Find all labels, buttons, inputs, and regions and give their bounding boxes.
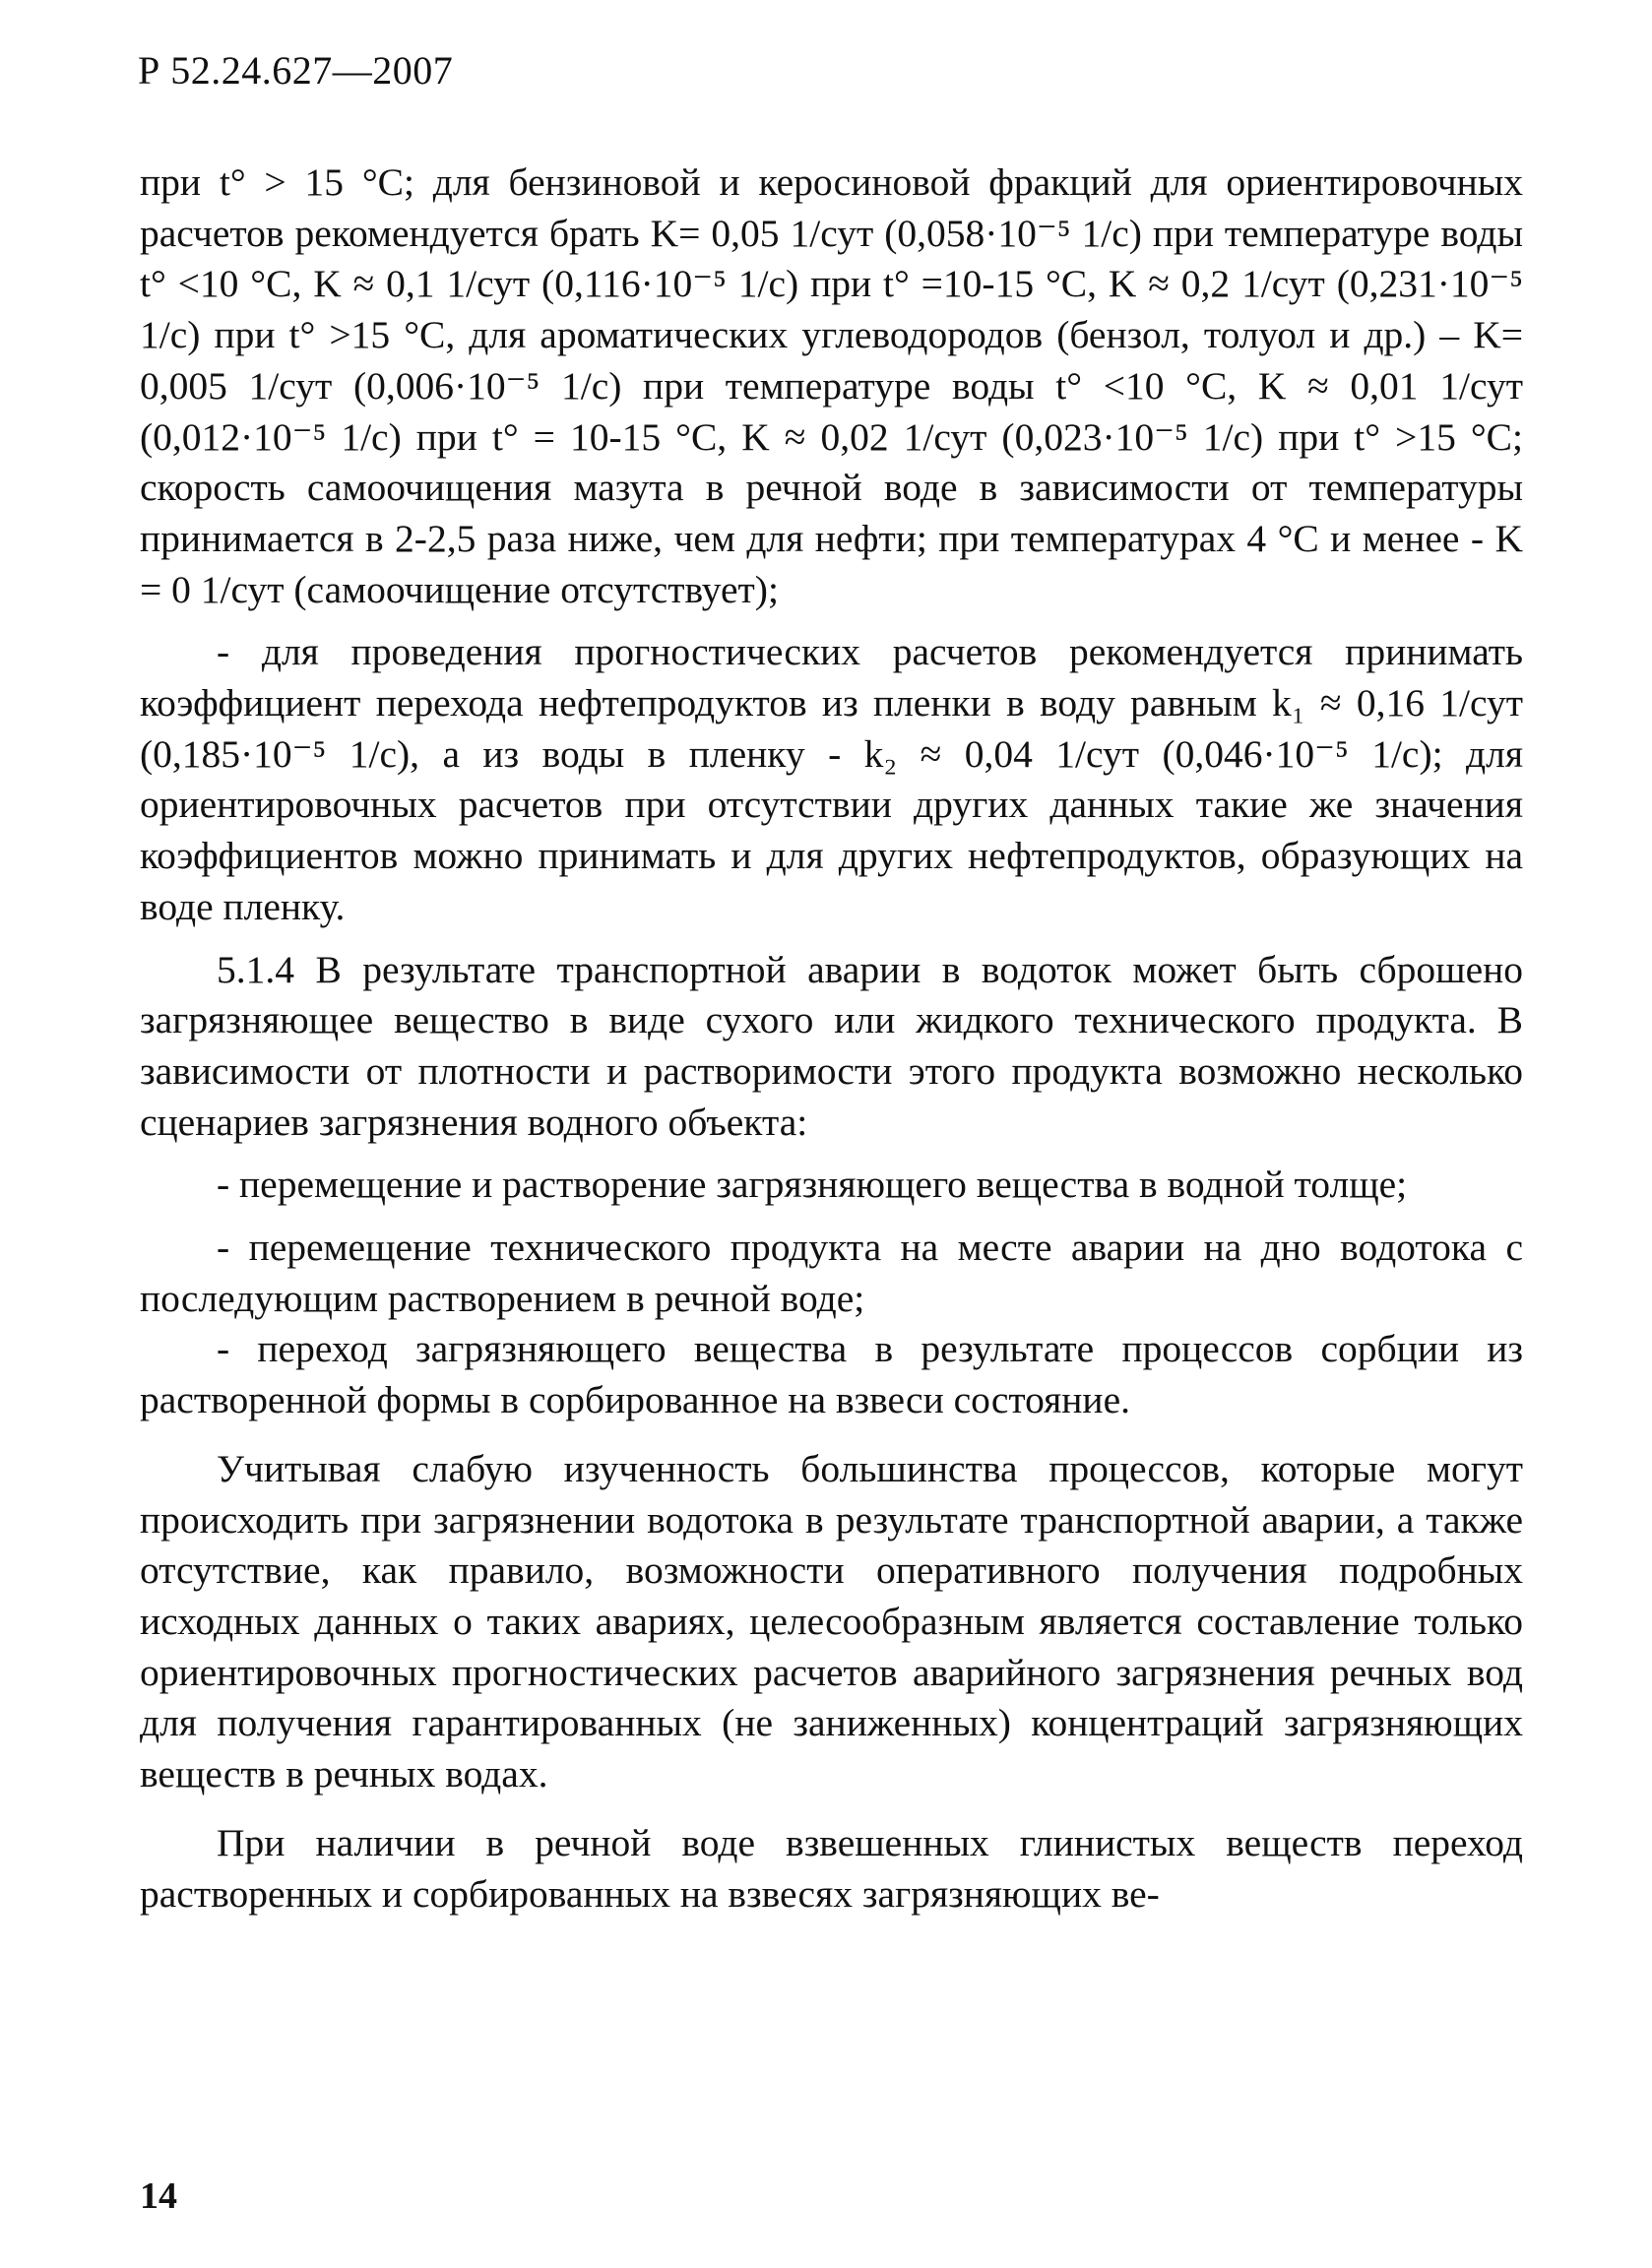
paragraph-self-purification-rates: при t° > 15 °С; для бензиновой и керосиновой фракций для ориентировочных расчетов рекомендуется брать K= 0,05 1/сут (0,058·10⁻⁵ 1/с) при температуре воды t° <10 °С, K ≈ 0,1 1/сут (0,116·10⁻⁵ 1/с) при t° =10-15 °С, K ≈ 0,2 1/сут (0,231·10⁻⁵ 1/с) при t° >15 °С, для ароматических углеводородов (бензол, толуол и др.) – K= 0,005 1/сут (0,006·10⁻⁵ 1/с) при температуре воды t° <10 °С, K ≈ 0,01 1/сут (0,012·10⁻⁵ 1/с) при t° = 10-15 °С, K ≈ 0,02 1/сут (0,023·10⁻⁵ 1/с) при t° >15 °С; скорость самоочищения мазута в речной воде в зависимости от температуры принимается в 2-2,5 раза ниже, чем для нефти; при температурах 4 °С и менее - K = 0 1/сут (самоочищение отсутствует); [140, 160, 1523, 611]
document-code-header: Р 52.24.627—2007 [138, 48, 454, 93]
main-text-block [140, 158, 1523, 1920]
paragraph-forecast-calculations: Учитывая слабую изученность большинства процессов, которые могут происходить при загрязнении водотока в результате транспортной аварии, а также отсутствие, как правило, возможности оперативного получения подробных исходных данных о таких авариях, целесообразным является составление только ориентировочных прогностических расчетов аварийного загрязнения речных вод для получения гарантированных (не заниженных) концентраций загрязняющих веществ в речных водах. [140, 1446, 1523, 1796]
list-item-dissolution: - перемещение и растворение загрязняющего вещества в водной толще; [217, 1163, 1408, 1207]
list-item-bottom-transfer: - перемещение технического продукта на месте аварии на дно водотока с последующим растворением в речной воде; [140, 1226, 1523, 1320]
paragraph-clay-suspension: При наличии в речной воде взвешенных глинистых веществ переход растворенных и сорбированных на взвесях загрязняющих ве- [140, 1820, 1523, 1916]
list-item-sorption: - переход загрязняющего вещества в результате процессов сорбции из растворенной формы в сорбированное на взвеси состояние. [140, 1327, 1523, 1422]
paragraph-section-5-1-4: 5.1.4 В результате транспортной аварии в водоток может быть сброшено загрязняющее вещество в виде сухого или жидкого технического продукта. В зависимости от плотности и растворимости этого продукта возможно несколько сценариев загрязнения водного объекта: [140, 947, 1523, 1144]
paragraph-film-transfer-coefficients: - для проведения прогностических расчетов рекомендуется принимать коэффициент перехода нефтепродуктов из пленки в воду равным k₁ ≈ 0,16 1/сут (0,185·10⁻⁵ 1/с), а из воды в пленку - k₂ ≈ 0,04 1/сут (0,046·10⁻⁵ 1/с); для ориентировочных расчетов при отсутствии других данных такие же значения коэффициентов можно принимать и для других нефтепродуктов, образующих на воде пленку. [140, 630, 1523, 928]
page-number: 14 [140, 2175, 177, 2217]
